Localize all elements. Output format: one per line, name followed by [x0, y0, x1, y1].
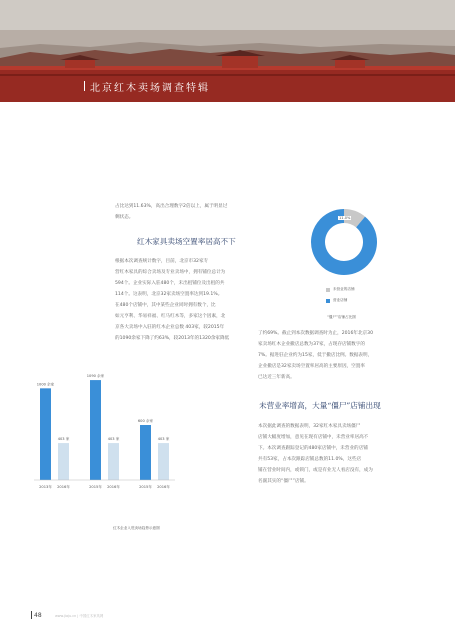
text-line: 在480个店铺中，其中某些企业同时拥有数个，比	[115, 303, 216, 308]
text-line: 企业撤店是32家卖场空置率居高的主要原因，空置率	[258, 364, 365, 369]
enterprise-trend-bar-chart	[30, 330, 230, 510]
page-number-marker	[31, 611, 32, 619]
text-line: 如元亨利、华易祥福、红马红木等，多家这个因素，北	[115, 314, 226, 319]
bar-data-label: 600 余家	[137, 419, 154, 423]
legend-item	[326, 298, 355, 303]
text-line: 名副其实的“僵尸”店铺。	[258, 479, 309, 484]
bar-chart-svg	[30, 330, 230, 510]
text-line: 根据本次调查统计数字，目前，北京市32家专	[115, 259, 209, 264]
bar-chart-caption: 红木企业入驻卖场趋势示意图	[113, 526, 160, 530]
text-line: 家卖场红木企业撤店总数为37家，占现存店铺数字的	[258, 342, 365, 347]
bar	[58, 443, 69, 480]
donut-data-label: 11.0%	[339, 216, 351, 220]
x-tick-label: 2015年	[89, 485, 102, 489]
section2-heading: 未营业率增高，大量“僵尸”店铺出现	[259, 401, 381, 410]
legend-label: 未营业的店铺	[333, 287, 355, 291]
text-line: 已达近三年新高。	[258, 375, 295, 380]
bar	[40, 388, 51, 480]
text-line: 114个。这表明，北京32家卖场空置率达到19.1%。	[115, 292, 223, 297]
x-tick-label: 2016年	[157, 485, 170, 489]
section1-heading: 红木家具卖场空置率居高不下	[137, 237, 236, 246]
donut-slice-open	[318, 216, 370, 268]
bar-data-label: 1090 余家	[86, 374, 105, 379]
legend-swatch-open	[326, 299, 330, 303]
text-line: 7%。据进驻企业约为15家，低于撤店比例。数据表明，	[258, 353, 373, 358]
x-tick-label: 2013年	[39, 485, 52, 489]
text-line: 的1090余家下降了约63%，较2013年的1320余家降低	[115, 336, 230, 341]
text-line: 共有53家，占本次跟踪店铺总数的11.0%，这些店	[258, 457, 362, 462]
x-tick-label: 2016年	[57, 485, 70, 489]
bar	[140, 425, 151, 480]
bar-data-label: 1000 余家	[36, 382, 55, 387]
legend-label: 营业店铺	[333, 298, 348, 302]
legend-item	[326, 287, 355, 292]
donut-legend	[326, 287, 355, 309]
x-tick-label: 2015年	[139, 485, 152, 489]
intro-paragraph	[115, 201, 295, 223]
section1-continued-paragraph	[258, 328, 438, 383]
text-line: 占比达到11.63%，高出合理数字2倍以上，属于明显过	[115, 204, 228, 209]
header-banner	[0, 0, 455, 102]
donut-caption: “僵尸”店铺占比图	[327, 315, 356, 319]
footer-note: www.jiaju.cn | 中国红木家具网	[55, 614, 104, 618]
text-line: 本次据此调查的数据表明，32家红木家具卖场僵尸	[258, 424, 361, 429]
text-line: 铺在营业时间内，或锁门，或是有业无人看店没有，成为	[258, 468, 373, 473]
bar-data-label: 403 家	[157, 437, 170, 442]
bar	[158, 443, 169, 480]
bar	[90, 380, 101, 480]
bar-data-label: 403 家	[107, 437, 120, 442]
section2-paragraph	[258, 421, 438, 487]
text-line: 京各大卖场中入驻的红木企业总数 403家，较2015年	[115, 325, 225, 330]
text-line: 店铺大幅度增加，意见在现有店铺中，未营业率居高不	[258, 435, 369, 440]
forbidden-city-skyline-image	[0, 0, 455, 102]
text-line: 下。本次调查跟踪登记的480家店铺中，未营业的店铺	[258, 446, 368, 451]
text-line: 594个。企业实际入驻480个，未出租铺位及出租的共	[115, 281, 225, 286]
page-number: 48	[34, 612, 42, 619]
header-title-marker	[84, 81, 85, 91]
text-line: 了约69%。截止到本次数据调查时为止，2016年北京30	[258, 331, 374, 336]
bar-data-label: 403 家	[57, 437, 70, 442]
text-line: 剩状态。	[115, 215, 134, 220]
header-title: 北京红木卖场调查特辑	[90, 83, 210, 94]
text-line: 营红木家具的综合卖场及专业卖场中，拥有铺位总计为	[115, 270, 226, 275]
bar	[108, 443, 119, 480]
legend-swatch-idle	[326, 288, 330, 292]
x-tick-label: 2016年	[107, 485, 120, 489]
